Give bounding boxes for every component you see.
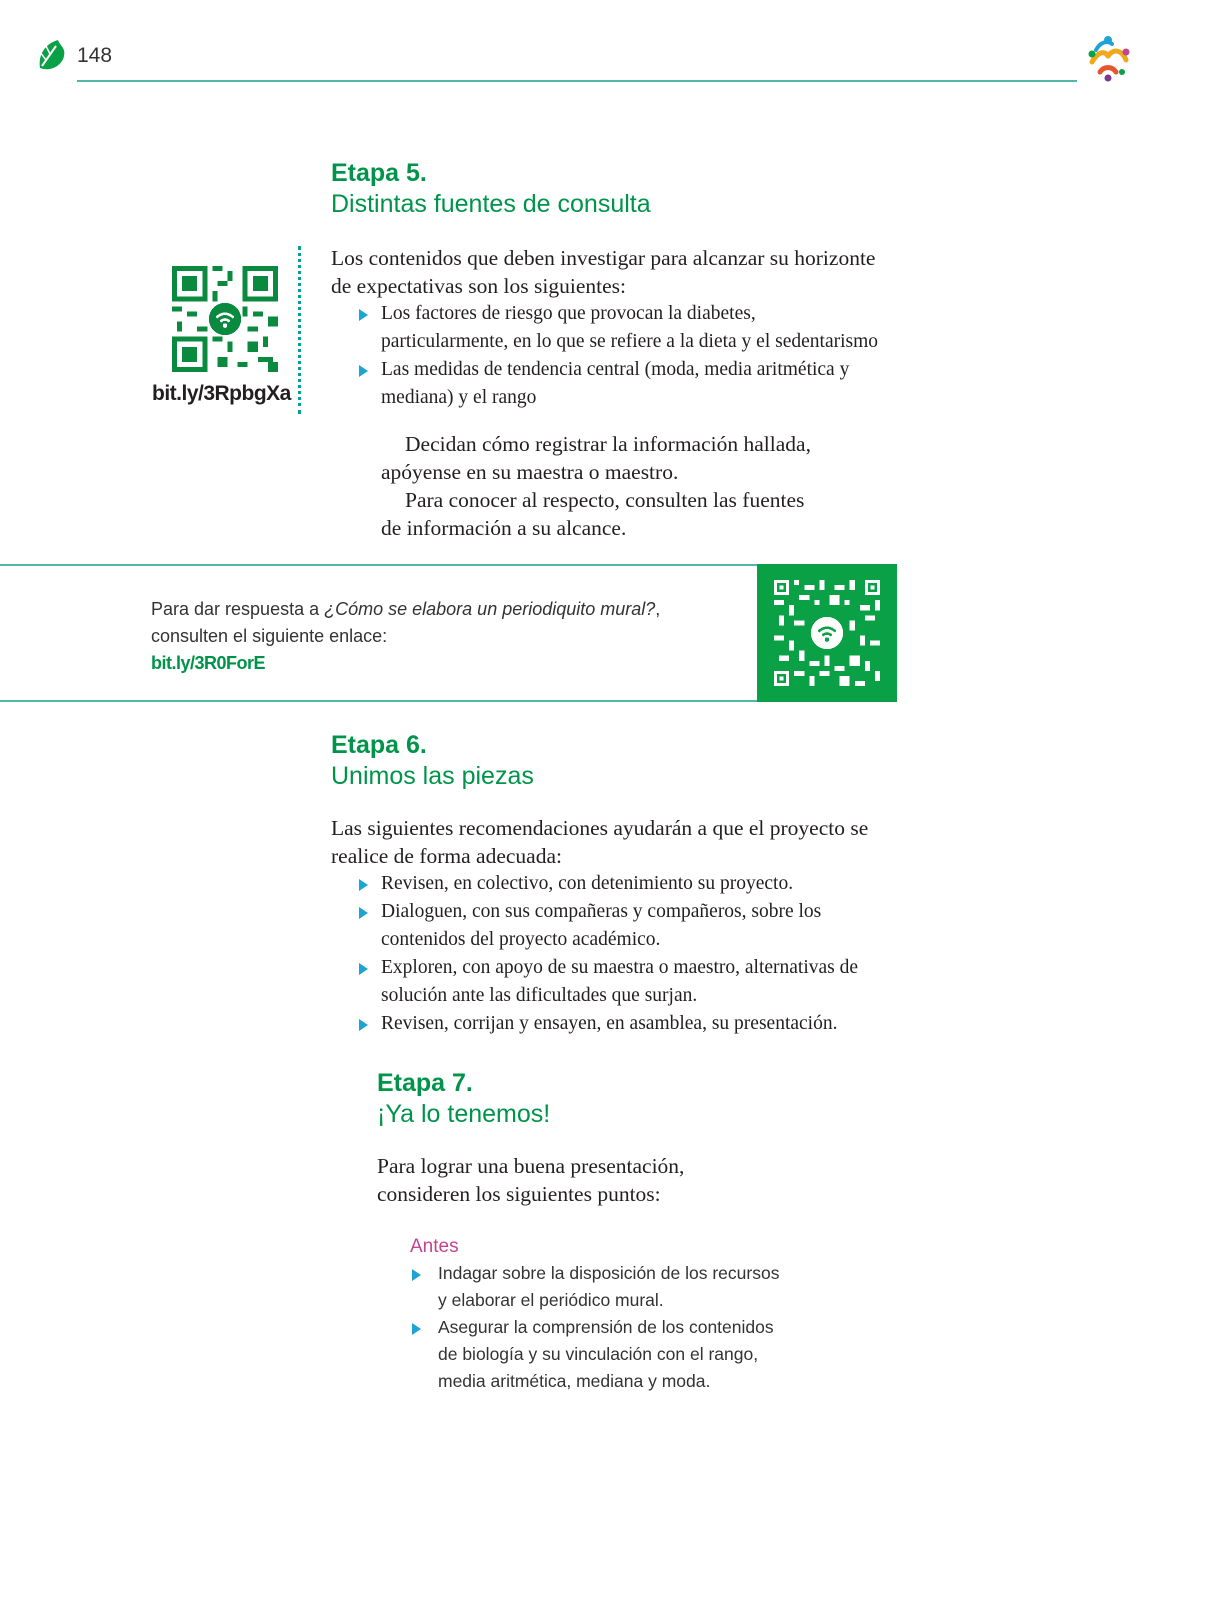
band-line2: consulten el siguiente enlace: <box>151 626 388 646</box>
etapa5-p2-line1: Decidan cómo registrar la información hallada, <box>405 432 811 456</box>
band-top-rule <box>0 564 757 566</box>
list-item-line: Exploren, con apoyo de su maestra o maestro, alternativas de <box>381 957 859 978</box>
list-item-line: solución ante las dificultades que surjan. <box>381 985 698 1006</box>
antes-section <box>410 1234 890 1395</box>
bullet-triangle-icon <box>359 309 368 321</box>
etapa7-body <box>377 1152 877 1208</box>
list-item-line: Las medidas de tendencia central (moda, media aritmética y <box>381 359 850 380</box>
list-item-line: mediana) y el rango <box>381 387 537 408</box>
antes-list <box>410 1260 890 1395</box>
list-item-line: Los factores de riesgo que provocan la diabetes, <box>381 303 756 324</box>
qr-link-text[interactable]: bit.ly/3RpbgXa <box>152 382 291 405</box>
list-item <box>331 870 931 898</box>
band-text-suffix: , <box>655 599 661 619</box>
leaf-icon <box>36 38 68 74</box>
bullet-triangle-icon <box>359 1019 368 1031</box>
bullet-triangle-icon <box>412 1323 421 1335</box>
etapa5-heading <box>331 158 651 220</box>
list-item-line: particularmente, en lo que se refiere a la dieta y el sedentarismo <box>381 331 879 352</box>
etapa5-subtitle: Distintas fuentes de consulta <box>331 190 651 218</box>
page-number: 148 <box>77 44 113 67</box>
etapa6-intro-line2: realice de forma adecuada: <box>331 844 562 868</box>
etapa7-title: Etapa 7. <box>377 1069 473 1097</box>
etapa5-intro-line1: Los contenidos que deben investigar para alcanzar su horizonte <box>331 246 876 270</box>
list-item-line: Revisen, corrijan y ensayen, en asamblea, su presentación. <box>381 1013 838 1034</box>
band-text-prefix: Para dar respuesta a <box>151 599 325 619</box>
etapa7-subtitle: ¡Ya lo tenemos! <box>377 1100 551 1128</box>
etapa5-p3-line1: Para conocer al respecto, consulten las fuentes <box>405 488 805 512</box>
etapa6-title: Etapa 6. <box>331 731 427 759</box>
etapa5-p2-line2: apóyense en su maestra o maestro. <box>381 460 679 484</box>
list-item <box>410 1314 890 1395</box>
list-item-line: Revisen, en colectivo, con detenimiento su proyecto. <box>381 873 794 894</box>
etapa5-list <box>331 300 931 412</box>
etapa6-list <box>331 870 931 1038</box>
etapa7-intro-line2: consideren los siguientes puntos: <box>377 1182 661 1206</box>
list-item-line: Asegurar la comprensión de los contenidos <box>438 1317 774 1337</box>
list-item-line: Indagar sobre la disposición de los recursos <box>438 1263 780 1283</box>
etapa7-intro-line1: Para lograr una buena presentación, <box>377 1154 685 1178</box>
qr-code-icon[interactable] <box>774 580 880 686</box>
dotted-divider <box>298 246 301 414</box>
list-item-line: y elaborar el periódico mural. <box>438 1290 664 1310</box>
etapa6-intro-line1: Las siguientes recomendaciones ayudarán a que el proyecto se <box>331 816 869 840</box>
etapa5-title: Etapa 5. <box>331 159 427 187</box>
band-bottom-rule <box>0 700 757 702</box>
etapa6-heading <box>331 730 534 792</box>
bullet-triangle-icon <box>359 365 368 377</box>
band-text-italic: ¿Cómo se elabora un periodiquito mural? <box>324 599 656 619</box>
list-item-line: Dialoguen, con sus compañeras y compañeros, sobre los <box>381 901 822 922</box>
band-line1 <box>151 596 660 623</box>
list-item <box>331 898 931 954</box>
etapa6-subtitle: Unimos las piezas <box>331 762 534 790</box>
list-item <box>331 954 931 1010</box>
list-item <box>331 300 931 356</box>
bullet-triangle-icon <box>359 907 368 919</box>
list-item <box>331 1010 931 1038</box>
bullet-triangle-icon <box>359 963 368 975</box>
list-item-line: contenidos del proyecto académico. <box>381 929 661 950</box>
qr-code-icon[interactable] <box>172 266 278 372</box>
etapa5-p3-line2: de información a su alcance. <box>381 516 627 540</box>
antes-title: Antes <box>410 1236 459 1257</box>
band-link[interactable]: bit.ly/3R0ForE <box>151 653 266 673</box>
etapa7-heading <box>377 1068 550 1130</box>
header-rule <box>77 80 1077 82</box>
bullet-triangle-icon <box>412 1269 421 1281</box>
list-item <box>410 1260 890 1314</box>
list-item-line: de biología y su vinculación con el rango, <box>438 1344 759 1364</box>
bullet-triangle-icon <box>359 879 368 891</box>
etapa5-body <box>331 244 931 412</box>
band-text <box>151 596 660 677</box>
etapa6-body <box>331 814 931 1038</box>
colorful-figures-logo-icon <box>1082 32 1134 84</box>
list-item <box>331 356 931 412</box>
etapa5-intro-line2: de expectativas son los siguientes: <box>331 274 626 298</box>
list-item-line: media aritmética, mediana y moda. <box>438 1371 711 1391</box>
etapa5-paragraphs <box>381 430 881 542</box>
